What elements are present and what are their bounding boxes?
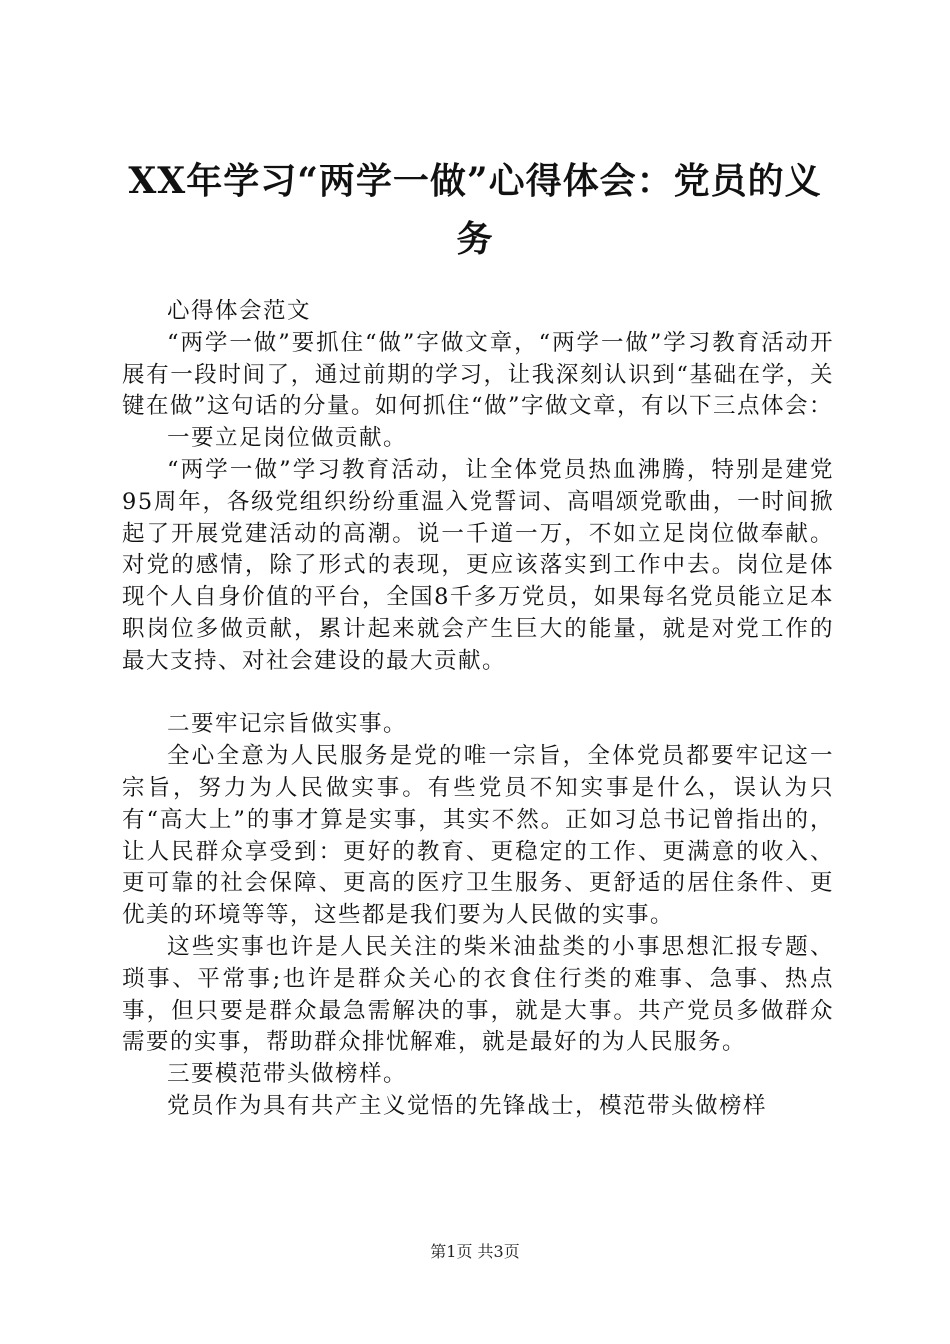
paragraph: 全心全意为人民服务是党的唯一宗旨，全体党员都要牢记这一宗旨，努力为人民做实事。有些党员不知实事是什么，误认为只有“高大上”的事才算是实事，其实不然。正如习总书记曾指出的，让人民群众享受到：更好的教育、更稳定的工作、更满意的收入、更可靠的社会保障、更高的医疗卫生服务、更舒适的居住条件、更优美的环境等等，这些都是我们要为人民做的实事。 bbox=[122, 743, 834, 929]
section-heading: 二要牢记宗旨做实事。 bbox=[167, 711, 408, 738]
section-heading: 三要模范带头做榜样。 bbox=[167, 1061, 408, 1088]
section-heading: 一要立足岗位做贡献。 bbox=[167, 425, 408, 452]
paragraph: 党员作为具有共产主义觉悟的先锋战士，模范带头做榜样 bbox=[167, 1092, 768, 1119]
paragraph: “两学一做”学习教育活动，让全体党员热血沸腾，特别是建党95周年，各级党组织纷纷重温入党誓词、高唱颂党歌曲，一时间掀起了开展党建活动的高潮。说一千道一万，不如立足岗位做奉献。对党的感情，除了形式的表现，更应该落实到工作中去。岗位是体现个人自身价值的平台，全国8千多万党员，如果每名党员能立足本职岗位多做贡献，累计起来就会产生巨大的能量，就是对党工作的最大支持、对社会建设的最大贡献。 bbox=[122, 456, 834, 674]
paragraph: “两学一做”要抓住“做”字做文章，“两学一做”学习教育活动开展有一段时间了，通过前期的学习，让我深刻认识到“基础在学，关键在做”这句话的分量。如何抓住“做”字做文章，有以下三点体会： bbox=[122, 329, 834, 420]
paragraph: 心得体会范文 bbox=[167, 298, 312, 324]
paragraph: 这些实事也许是人民关注的柴米油盐类的小事思想汇报专题、琐事、平常事;也许是群众关心的衣食住行类的难事、急事、热点事，但只要是群众最急需解决的事，就是大事。共产党员多做群众需要的实事，帮助群众排忧解难，就是最好的为人民服务。 bbox=[122, 933, 834, 1056]
document-body bbox=[122, 296, 834, 1123]
document-title: XX年学习“两学一做”心得体会：党员的义务 bbox=[128, 160, 822, 260]
page-number-footer: 第1页 共3页 bbox=[430, 1242, 520, 1261]
